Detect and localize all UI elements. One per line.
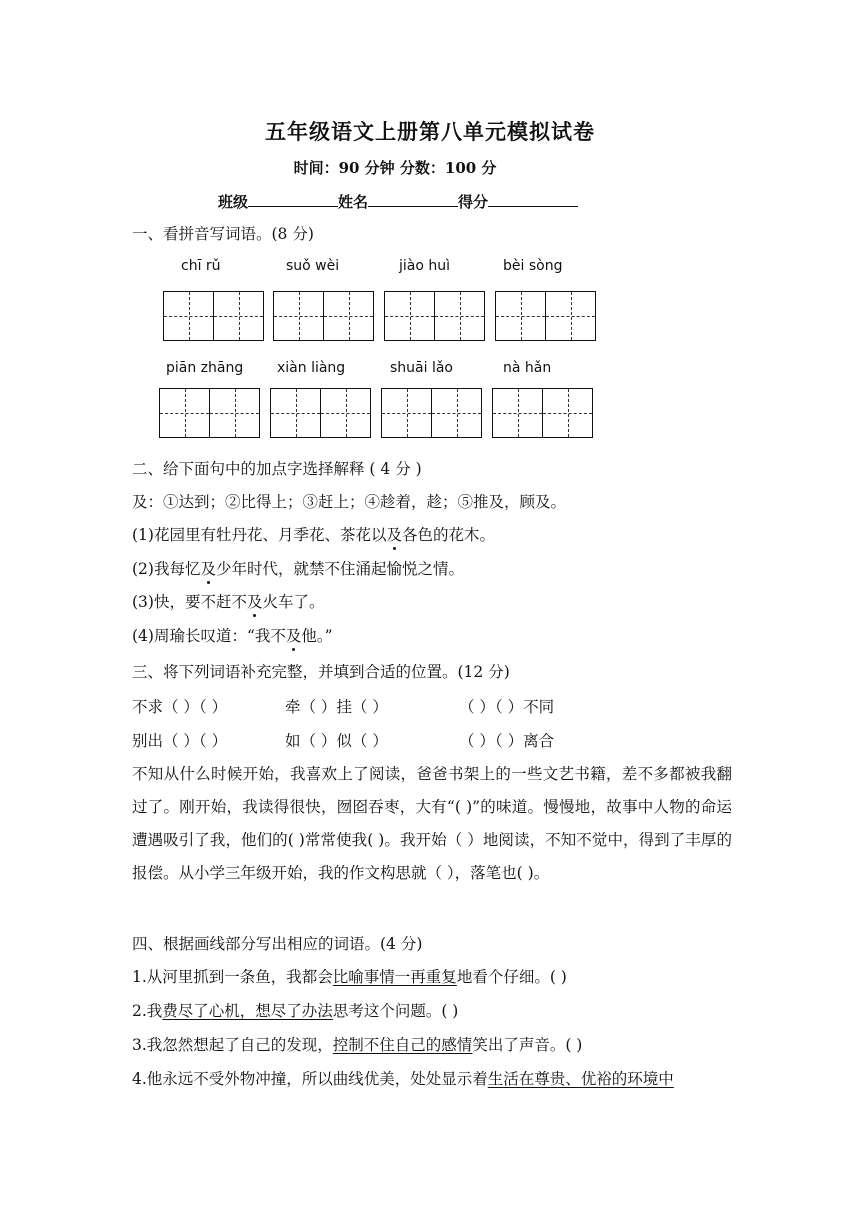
dotted-char: 及 — [200, 560, 216, 578]
underlined-phrase: 比喻事情一再重复 — [332, 968, 457, 986]
underlined-phrase: 费尽了心机，想尽了办法 — [162, 1002, 333, 1020]
student-info-line — [218, 190, 578, 212]
sentence-text: (1)花园里有牡丹花、月季花、茶花以 — [132, 526, 387, 544]
page-title: 五年级语文上册第八单元模拟试卷 — [265, 119, 595, 144]
dotted-char: 及 — [285, 627, 302, 645]
sentence-text: 4.他永远不受外物冲撞，所以曲线优美，处处显示着 — [132, 1070, 488, 1088]
sentence-4-4 — [132, 1069, 674, 1089]
dotted-char: 及 — [246, 593, 263, 611]
score-blank — [488, 190, 578, 207]
name-label: 姓名 — [338, 193, 369, 211]
sentence-4-1 — [132, 967, 567, 987]
idiom-3: （ ）（ ）不同 — [459, 698, 555, 716]
section-3-heading: 三、将下列词语补充完整，并填到合适的位置。(12 分) — [132, 663, 510, 681]
writing-grid-8[interactable] — [492, 388, 593, 438]
idiom-2: 牵（ ）挂（ ） — [285, 698, 388, 716]
pinyin-2: suǒ wèi — [286, 258, 340, 274]
sentence-text: 少年时代，就禁不住涌起愉悦之情。 — [215, 560, 464, 578]
writing-grid-5[interactable] — [159, 388, 260, 438]
sentence-text: 各色的花木。 — [401, 526, 495, 544]
idiom-4: 别出（ ）（ ） — [132, 732, 228, 750]
sentence-text: 火车了。 — [262, 593, 325, 611]
writing-grid-7[interactable] — [381, 388, 482, 438]
pinyin-5: piān zhāng — [166, 360, 244, 376]
sentence-4-3 — [132, 1035, 582, 1055]
section-2-heading: 二、给下面句中的加点字选择解释 ( 4 分 ) — [132, 460, 422, 478]
sentence-2-1 — [132, 525, 495, 545]
underlined-phrase: 控制不住自己的感情 — [332, 1036, 473, 1054]
sentence-2-3 — [132, 592, 325, 612]
class-blank — [248, 190, 338, 207]
pinyin-7: shuāi lǎo — [390, 360, 453, 376]
pinyin-6: xiàn liàng — [277, 360, 346, 376]
sentence-text: 思考这个问题。( ) — [332, 1002, 459, 1020]
pinyin-1: chī rǔ — [181, 258, 221, 274]
writing-grid-3[interactable] — [384, 291, 485, 341]
sentence-2-2 — [132, 559, 464, 579]
sentence-text: 1.从河里抓到一条鱼，我都会 — [132, 968, 333, 986]
ji-meanings: 及：①达到；②比得上；③赶上；④趁着，趁；⑤推及，顾及。 — [132, 493, 567, 511]
sentence-text: (3)快，要不赶不 — [132, 593, 247, 611]
name-blank — [368, 190, 458, 207]
underlined-phrase: 生活在尊贵、优裕的环境中 — [487, 1070, 674, 1088]
sentence-text: (2)我每忆 — [132, 560, 201, 578]
dotted-char: 及 — [386, 526, 402, 544]
idiom-5: 如（ ）似（ ） — [285, 732, 388, 750]
writing-grid-6[interactable] — [270, 388, 371, 438]
idiom-6: （ ）（ ）离合 — [459, 732, 555, 750]
section-1-heading: 一、看拼音写词语。(8 分) — [132, 225, 314, 243]
section-4-heading: 四、根据画线部分写出相应的词语。(4 分) — [132, 935, 423, 953]
writing-grid-2[interactable] — [273, 291, 374, 341]
sentence-text: 地看个仔细。( ) — [456, 968, 567, 986]
sentence-4-2 — [132, 1001, 458, 1021]
sentence-text: 2.我 — [132, 1002, 163, 1020]
pinyin-3: jiào huì — [399, 258, 451, 274]
writing-grid-4[interactable] — [495, 291, 596, 341]
sentence-text: 3.我忽然想起了自己的发现， — [132, 1036, 333, 1054]
sentence-2-4 — [132, 626, 333, 646]
sentence-text: (4)周瑜长叹道：“我不 — [132, 627, 286, 645]
pinyin-8: nà hǎn — [503, 360, 552, 376]
idiom-1: 不求（ ）（ ） — [132, 698, 228, 716]
pinyin-4: bèi sòng — [503, 258, 563, 274]
score-label: 得分 — [458, 193, 489, 211]
writing-grid-1[interactable] — [163, 291, 264, 341]
class-label: 班级 — [218, 193, 249, 211]
sentence-text: 笑出了声音。( ) — [472, 1036, 583, 1054]
exam-time-score: 时间：90 分钟 分数：100 分 — [293, 159, 497, 177]
fill-in-passage: 不知从什么时候开始，我喜欢上了阅读，爸爸书架上的一些文艺书籍，差不多都被我翻过了。刚开始，我读得很快，囫囵吞枣，大有“( )”的味道。慢慢地，故事中人物的命运遭遇吸引了我，他们的( )常常使我( )。我开始（ ）地阅读，不知不觉中，得到了丰厚的报偿。从小学三年级开始，我的作文构思就（ ），落笔也( )。 — [132, 765, 732, 882]
sentence-text: 他。” — [301, 627, 333, 645]
